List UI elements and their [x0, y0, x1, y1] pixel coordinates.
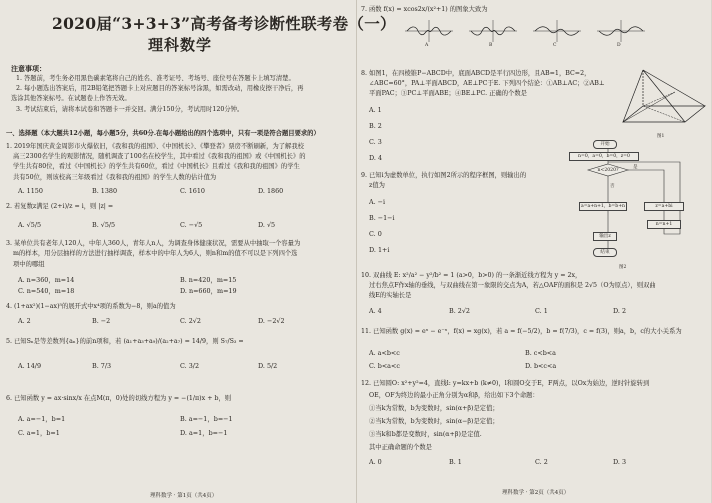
flow-increment: n=n+1 [647, 220, 681, 229]
option: A. 1150 [18, 187, 43, 195]
question-6-text: 6. 已知函数 y = ax·sinx/x 在点M(π，0)处的切线方程为 y = −(1/π)x + b，则 [6, 395, 232, 402]
question-8-text: ∠ABC=60°，PA⊥平面ABCD，AE⊥PC于E. 下列四个结论：①AB⊥AC；②AB⊥ [369, 80, 605, 87]
figure-caption: 图2 [619, 265, 627, 270]
section-heading: 一、选择题（本大题共12小题，每小题5分，共60分.在每小题给出的四个选项中，只有一项是符合题目要求的） [6, 130, 320, 137]
question-8-text: 平面PAC；③PC⊥平面ABE；④BE⊥PC. 正确的个数是 [369, 90, 527, 97]
option: B. 2 [369, 122, 382, 130]
option: A. n=360，m=14 [18, 276, 75, 284]
option: C. −√5 [180, 221, 203, 229]
notice-heading: 注意事项： [11, 64, 46, 73]
pyramid-figure [615, 66, 711, 132]
question-12-text: 其中正确命题的个数是 [369, 444, 432, 451]
question-10-text: 10. 双曲线 E: x²/a² − y²/b² = 1 (a>0，b>0) 的一条渐近线方程为 y = 2x， [361, 272, 582, 279]
option: B. −2 [92, 317, 111, 325]
flow-init: n=0，a=0，b=0，z=0 [569, 152, 639, 161]
question-9-text: z值为 [369, 182, 385, 189]
graph-label: D [617, 43, 621, 48]
figure-caption: 图1 [657, 134, 665, 139]
option: A. 4 [369, 307, 382, 315]
page-two [356, 0, 712, 503]
option: C. 3/2 [180, 362, 200, 370]
option: D. −2√2 [258, 317, 285, 325]
question-5-text: 5. 已知Sₙ是等差数列{aₙ}的前n项和，若 (a₁+a₃+a₉)/(a₂+a₇) = 14/9，则 S₇/S₃ = [6, 338, 244, 345]
question-3-text: 3. 某单位共有老年人120人，中年人360人，青年人n人，为调查身体健康状况，需要从中抽取一个容量为 [6, 240, 301, 247]
graph-label: C [553, 43, 557, 48]
option: B. √5/5 [92, 221, 116, 229]
question-12-text: 12. 已知圆O: x²+y²=4，直线l: y=kx+b (k≠0)，l和圆O交于E，F两点，以Ox为始边，逆时针旋转到 [361, 380, 650, 387]
flow-yes: 是 [633, 165, 638, 170]
page-footer: 理科数学 · 第1页（共4页） [150, 493, 218, 499]
option: B. a=−1，b=−1 [180, 415, 233, 423]
option: A. √5/5 [18, 221, 42, 229]
question-1-text: 1. 2019年国庆黄金周影市火爆依旧，《我和我的祖国》、《中国机长》、《攀登者》票房不断刷新，为了解我校 [6, 143, 304, 150]
option: D. n=660，m=19 [180, 287, 237, 295]
option: C. 2√2 [180, 317, 201, 325]
question-10-text: 线E的实轴长是 [369, 292, 412, 299]
option: D. 2 [613, 307, 627, 315]
option: D. a=1，b=−1 [180, 429, 228, 437]
exam-subtitle: 理科数学 [148, 36, 213, 54]
graph-label: A [425, 43, 429, 48]
flow-end: 结束 [593, 248, 617, 257]
option: C. a=1，b=1 [18, 429, 60, 437]
flow-output: 输出z [593, 232, 617, 241]
option: B. n=420，m=15 [180, 276, 237, 284]
question-12-text: OE，OF为终边的最小正角分别为α和β，给出如下3个命题： [369, 392, 539, 399]
exam-title: 2020届“3+3+3”高考备考诊断性联考卷（一） [52, 14, 396, 33]
flow-step: a=a+n+1，b=b+n [580, 204, 626, 209]
question-3-text: 项中的哪组 [13, 261, 45, 268]
question-12-text: ①当k为常数，b为变数时，sin(α+β)是定值； [369, 405, 499, 412]
graph-option-a [405, 20, 453, 42]
option: A. 0 [369, 458, 382, 466]
option: C. 2 [535, 458, 548, 466]
graph-label: B [489, 43, 493, 48]
option: D. b<c<a [525, 362, 557, 370]
option: A. −i [369, 198, 386, 206]
flow-start: 开始 [593, 140, 617, 149]
option: D. 5/2 [258, 362, 278, 370]
option: B. 1380 [92, 187, 118, 195]
option: A. a=−1，b=1 [18, 415, 66, 423]
option: D. √5 [258, 221, 276, 229]
option: D. 1860 [258, 187, 284, 195]
question-4-text: 4. (1+ax²)(1−ax)⁵的展开式中x⁴项的系数为−8，则a的值为 [6, 303, 176, 310]
question-8-text: 8. 如图1，在四棱锥P−ABCD中，底面ABCD是平行四边形，且AB=1，BC=2， [361, 70, 591, 77]
option: C. 1610 [180, 187, 205, 195]
option: D. 4 [369, 154, 383, 162]
question-11-text: 11. 已知函数 g(x) = eˣ − e⁻ˣ，f(x) = xg(x)，若 a = f(−5/2)，b = f(7/3)，c = f(3)，则a，b，c的大小关系为 [361, 328, 682, 335]
option: C. b<a<c [369, 362, 400, 370]
option: A. 14/9 [18, 362, 42, 370]
question-3-text: m的样本，用分层抽样的方法进行抽样调查，样本中的中年人为6人，则n和m的值不可以是下列四个选 [13, 250, 298, 257]
option: D. 1+i [369, 246, 390, 254]
flow-assign: z=a+bi [644, 202, 684, 211]
question-1-text: 高三2300名学生的观影情况，随机调查了100名在校学生，其中看过《我和我的祖国》或《中国机长》的 [13, 153, 306, 160]
option: C. 1 [535, 307, 548, 315]
question-12-text: ③当k和b都是变数时，sin(α+β)是定值. [369, 431, 482, 438]
notice-line: 2. 每小题选出答案后，用2B铅笔把答题卡上对应题目的答案标号涂黑，如需改动，用橡皮擦干净后，再 [16, 85, 304, 92]
option: A. 1 [369, 106, 382, 114]
notice-line: 3. 考试结束后，请将本试卷和答题卡一并交回。满分150分，考试用时120分钟。 [16, 106, 244, 113]
option: C. 0 [369, 230, 382, 238]
notice-line: 1. 答题前，考生务必用黑色碳素笔将自己的姓名、准考证号、考场号、座位号在答题卡上填写清楚。 [16, 75, 295, 82]
option: B. 7/3 [92, 362, 112, 370]
flow-condition: n<2020? [597, 168, 619, 173]
option: C. 3 [369, 138, 382, 146]
question-7-text: 7. 函数 f(x) = xcos2x/(x²+1) 的图象大致为 [361, 6, 488, 13]
option: D. 3 [613, 458, 627, 466]
option: B. 1 [449, 458, 462, 466]
option: B. c<b<a [525, 349, 556, 357]
question-12-text: ②当k为常数，b为变数时，sin(α−β)是定值； [369, 418, 499, 425]
question-2-text: 2. 若复数z满足 (2+i)/z = i，则 |z| = [6, 203, 114, 210]
notice-line: 选涂其他答案标号。在试题卷上作答无效。 [11, 95, 131, 102]
option: A. a<b<c [369, 349, 400, 357]
flow-no: 否 [610, 184, 615, 189]
option: B. −1−i [369, 214, 395, 222]
option: B. 2√2 [449, 307, 470, 315]
graph-option-c [533, 20, 581, 42]
graph-option-d [597, 20, 645, 42]
question-1-text: 共有50位，则该校高三年级看过《我和我的祖国》的学生人数的估计值为 [13, 174, 217, 181]
page-footer: 理科数学 · 第2页（共4页） [502, 490, 570, 496]
question-1-text: 学生共有80位，看过《中国机长》的学生共有60位，看过《中国机长》且看过《我和我的祖国》的学生 [13, 163, 300, 170]
question-9-text: 9. 已知i为虚数单位，执行如图2所示的程序框图，则输出的 [361, 172, 527, 179]
option: C. n=540，m=18 [18, 287, 75, 295]
option: A. 2 [18, 317, 31, 325]
question-10-text: 过右焦点F作x轴的垂线，与双曲线在第一象限的交点为A，若△OAF的面积是 2√5（O为原点），则双曲 [369, 282, 656, 289]
graph-option-b [469, 20, 517, 42]
